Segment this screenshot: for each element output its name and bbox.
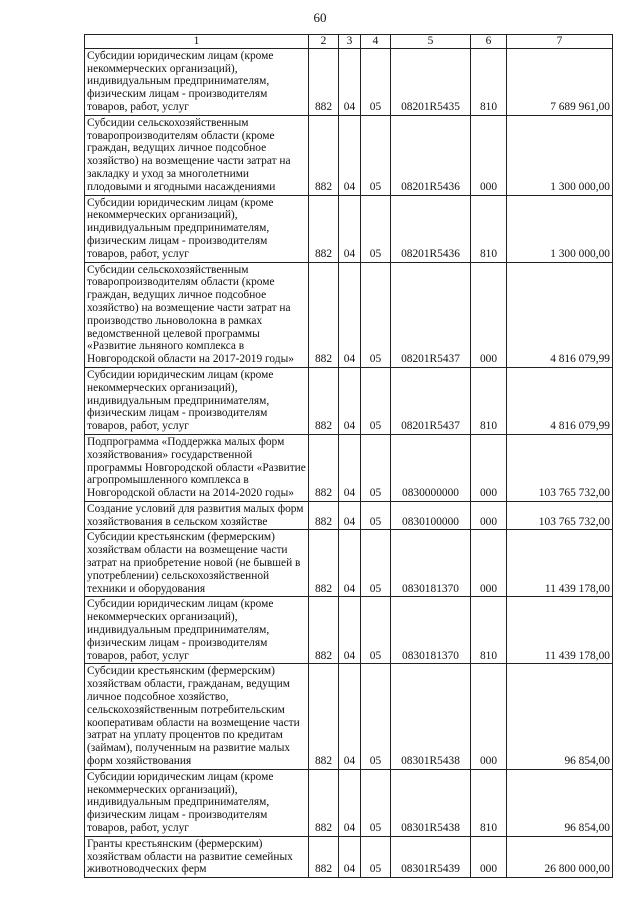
row-expense-type: 810	[471, 769, 507, 836]
budget-table	[84, 34, 613, 878]
table-row	[85, 195, 613, 262]
row-expense-type: 810	[471, 597, 507, 664]
row-section-code: 04	[339, 530, 361, 597]
row-name: Субсидии юридическим лицам (кроме некоммерческих организаций), индивидуальным предпринимателям, физическим лицам - производителям товаров, работ, услуг	[85, 195, 309, 262]
row-amount: 11 439 178,00	[507, 530, 613, 597]
row-ministry-code: 882	[309, 262, 339, 367]
row-ministry-code: 882	[309, 115, 339, 195]
table-row	[85, 262, 613, 367]
row-subsection-code: 05	[361, 769, 391, 836]
row-subsection-code: 05	[361, 262, 391, 367]
row-expense-type: 810	[471, 367, 507, 434]
row-ministry-code: 882	[309, 195, 339, 262]
row-section-code: 04	[339, 48, 361, 115]
row-target-code: 08301R5438	[391, 769, 471, 836]
row-expense-type: 000	[471, 115, 507, 195]
row-amount: 103 765 732,00	[507, 501, 613, 530]
row-expense-type: 000	[471, 836, 507, 877]
row-ministry-code: 882	[309, 769, 339, 836]
row-target-code: 08201R5436	[391, 115, 471, 195]
row-expense-type: 000	[471, 664, 507, 769]
row-name: Подпрограмма «Поддержка малых форм хозяйствования» государственной программы Новгородской области «Развитие агропромышленного комплекса в Новгородской области на 2014-2020 годы»	[85, 434, 309, 501]
row-ministry-code: 882	[309, 597, 339, 664]
row-amount: 96 854,00	[507, 664, 613, 769]
row-amount: 1 300 000,00	[507, 195, 613, 262]
row-expense-type: 810	[471, 48, 507, 115]
table-row	[85, 115, 613, 195]
row-expense-type: 000	[471, 530, 507, 597]
row-amount: 7 689 961,00	[507, 48, 613, 115]
row-target-code: 08201R5435	[391, 48, 471, 115]
header-cell: 6	[471, 35, 507, 49]
row-name: Субсидии юридическим лицам (кроме некоммерческих организаций), индивидуальным предпринимателям, физическим лицам - производителям товаров, работ, услуг	[85, 769, 309, 836]
row-subsection-code: 05	[361, 501, 391, 530]
row-ministry-code: 882	[309, 48, 339, 115]
row-name: Субсидии юридическим лицам (кроме некоммерческих организаций), индивидуальным предпринимателям, физическим лицам - производителям товаров, работ, услуг	[85, 597, 309, 664]
row-subsection-code: 05	[361, 597, 391, 664]
row-ministry-code: 882	[309, 530, 339, 597]
table-row	[85, 501, 613, 530]
header-cell: 4	[361, 35, 391, 49]
header-cell: 3	[339, 35, 361, 49]
row-section-code: 04	[339, 836, 361, 877]
row-amount: 1 300 000,00	[507, 115, 613, 195]
row-amount: 103 765 732,00	[507, 434, 613, 501]
row-ministry-code: 882	[309, 664, 339, 769]
row-ministry-code: 882	[309, 501, 339, 530]
page-number: 60	[313, 10, 327, 25]
row-amount: 4 816 079,99	[507, 367, 613, 434]
row-target-code: 08301R5438	[391, 664, 471, 769]
header-cell: 1	[85, 35, 309, 49]
row-target-code: 0830000000	[391, 434, 471, 501]
header-cell: 2	[309, 35, 339, 49]
row-subsection-code: 05	[361, 664, 391, 769]
row-section-code: 04	[339, 501, 361, 530]
row-expense-type: 000	[471, 501, 507, 530]
row-target-code: 08301R5439	[391, 836, 471, 877]
row-subsection-code: 05	[361, 434, 391, 501]
header-cell: 5	[391, 35, 471, 49]
row-section-code: 04	[339, 664, 361, 769]
row-expense-type: 810	[471, 195, 507, 262]
row-section-code: 04	[339, 195, 361, 262]
row-amount: 11 439 178,00	[507, 597, 613, 664]
row-section-code: 04	[339, 769, 361, 836]
row-subsection-code: 05	[361, 48, 391, 115]
row-amount: 4 816 079,99	[507, 262, 613, 367]
row-target-code: 0830181370	[391, 530, 471, 597]
row-amount: 26 800 000,00	[507, 836, 613, 877]
row-ministry-code: 882	[309, 836, 339, 877]
table-row	[85, 367, 613, 434]
row-name: Гранты крестьянским (фермерским) хозяйствам области на развитие семейных животноводческих ферм	[85, 836, 309, 877]
row-name: Субсидии сельскохозяйственным товаропроизводителям области (кроме граждан, ведущих личное подсобное хозяйство) на возмещение части затрат на закладку и уход за многолетними плодовыми и ягодными насаждениями	[85, 115, 309, 195]
row-name: Субсидии сельскохозяйственным товаропроизводителям области (кроме граждан, ведущих личное подсобное хозяйство) на возмещение части затрат на производство льноволокна в рамках ведомственной целевой программы «Развитие льняного комплекса в Новгородской области на 2017-2019 годы»	[85, 262, 309, 367]
row-expense-type: 000	[471, 434, 507, 501]
table-row	[85, 48, 613, 115]
row-target-code: 08201R5437	[391, 262, 471, 367]
table-row	[85, 434, 613, 501]
table-row	[85, 530, 613, 597]
row-subsection-code: 05	[361, 367, 391, 434]
row-subsection-code: 05	[361, 836, 391, 877]
header-cell: 7	[507, 35, 613, 49]
row-ministry-code: 882	[309, 434, 339, 501]
row-amount: 96 854,00	[507, 769, 613, 836]
header-row	[85, 35, 613, 49]
table-row	[85, 664, 613, 769]
row-subsection-code: 05	[361, 530, 391, 597]
row-section-code: 04	[339, 367, 361, 434]
row-subsection-code: 05	[361, 115, 391, 195]
row-name: Создание условий для развития малых форм хозяйствования в сельском хозяйстве	[85, 501, 309, 530]
row-name: Субсидии крестьянским (фермерским) хозяйствам области на возмещение части затрат на приобретение новой (не бывшей в употреблении) сельскохозяйственной техники и оборудования	[85, 530, 309, 597]
row-target-code: 0830100000	[391, 501, 471, 530]
row-section-code: 04	[339, 262, 361, 367]
row-name: Субсидии крестьянским (фермерским) хозяйствам области, гражданам, ведущим личное подсобное хозяйство, сельскохозяйственным потребительским кооперативам области на возмещение части затрат на уплату процентов по кредитам (займам), полученным на развитие малых форм хозяйствования	[85, 664, 309, 769]
row-target-code: 08201R5436	[391, 195, 471, 262]
row-section-code: 04	[339, 434, 361, 501]
row-target-code: 0830181370	[391, 597, 471, 664]
row-expense-type: 000	[471, 262, 507, 367]
table-row	[85, 597, 613, 664]
table-row	[85, 836, 613, 877]
row-name: Субсидии юридическим лицам (кроме некоммерческих организаций), индивидуальным предпринимателям, физическим лицам - производителям товаров, работ, услуг	[85, 48, 309, 115]
row-section-code: 04	[339, 597, 361, 664]
table-row	[85, 769, 613, 836]
row-section-code: 04	[339, 115, 361, 195]
row-target-code: 08201R5437	[391, 367, 471, 434]
row-subsection-code: 05	[361, 195, 391, 262]
row-ministry-code: 882	[309, 367, 339, 434]
row-name: Субсидии юридическим лицам (кроме некоммерческих организаций), индивидуальным предпринимателям, физическим лицам - производителям товаров, работ, услуг	[85, 367, 309, 434]
